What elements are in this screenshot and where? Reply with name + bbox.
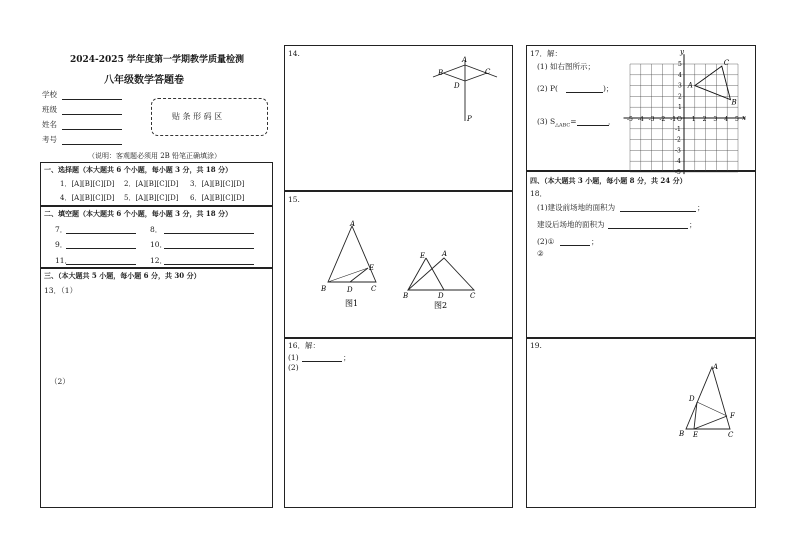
q14-label: 14.	[288, 49, 300, 58]
q15-fig2-point-e: E	[420, 252, 426, 260]
q18-part1b-line[interactable]	[608, 228, 688, 229]
blank-line-7[interactable]	[66, 233, 136, 234]
field-id-line[interactable]	[62, 144, 122, 145]
q19-point-b: B	[679, 430, 685, 438]
instruction-note: （说明：客观题必须用 2B 铅笔正确填涂）	[88, 152, 222, 160]
q17-part3-sub: △ABC	[555, 122, 571, 129]
y-tick-label: -5	[675, 169, 681, 176]
triangle-vertex-b: B	[731, 98, 737, 107]
y-tick-label: 3	[678, 82, 682, 90]
q15-fig1-segment-be	[328, 268, 368, 282]
q16-part1-label: (1)	[288, 353, 299, 362]
x-tick-label: -3	[648, 116, 655, 123]
blank-label-8: 8．	[150, 225, 163, 234]
q16-part1-line[interactable]	[302, 361, 342, 362]
q15-fig1-segment-de	[350, 268, 368, 282]
q18-label: 18．	[530, 189, 548, 198]
y-tick-label: 2	[678, 93, 682, 101]
q15-fig1-point-b: B	[321, 285, 327, 293]
q14-figure	[425, 55, 505, 125]
section4-box	[526, 171, 756, 338]
x-tick-label: 4	[724, 116, 729, 123]
q17-triangle-abc	[687, 59, 737, 106]
q19-label: 19.	[530, 341, 542, 350]
choice-item-2[interactable]: 2．[A][B][C][D]	[124, 180, 179, 188]
q17-part1: (1) 如右图所示；	[537, 62, 596, 71]
q15-figure-1	[318, 220, 384, 315]
q15-fig1-point-d: D	[347, 286, 353, 294]
q15-fig1-caption: 图1	[345, 299, 359, 308]
triangle-vertex-c: C	[723, 59, 730, 68]
q15-fig2-point-b: B	[403, 292, 409, 300]
q15-fig2-segment-be	[408, 258, 426, 290]
blank-label-9: 9．	[55, 240, 68, 249]
q17-part3-eq: =	[570, 117, 577, 126]
q14-point-b: B	[438, 69, 444, 77]
field-name-label: 姓名	[42, 120, 57, 129]
q19-point-c: C	[728, 431, 734, 439]
q15-fig2-segment-ed	[426, 258, 444, 290]
y-tick-label: -3	[675, 147, 681, 155]
section3-heading: 三、（本大题共 5 小题，每小题 6 分，共 30 分）	[44, 271, 201, 280]
choice-item-6[interactable]: 6．[A][B][C][D]	[190, 194, 245, 202]
q18-part1b: 建设后场地的面积为	[537, 220, 605, 229]
choice-item-3[interactable]: 3．[A][B][C][D]	[190, 180, 245, 188]
q15-figure-2	[400, 248, 482, 316]
q19-segment-ef	[694, 416, 727, 429]
blank-line-8[interactable]	[164, 233, 254, 234]
blank-label-7: 7．	[55, 225, 68, 234]
q17-part2-label: (2) P(	[537, 84, 558, 93]
section2-heading: 二、填空题（本大题共 6 个小题，每小题 3 分，共 18 分）	[44, 209, 233, 218]
y-tick-label: -2	[675, 136, 681, 144]
q19-point-d: D	[689, 395, 695, 403]
q18-part2: (2)①	[537, 237, 555, 246]
field-class-line[interactable]	[62, 114, 122, 115]
blank-line-9[interactable]	[66, 248, 136, 249]
y-tick-label: 1	[678, 104, 682, 112]
x-tick-label: -2	[659, 116, 666, 123]
q17-part3-dot: ．	[608, 117, 616, 126]
q17-label: 17．解：	[530, 49, 563, 58]
q14-point-a: A	[462, 56, 468, 64]
q18-part1-end: ；	[697, 203, 705, 212]
q14-point-p: P	[467, 115, 472, 123]
exam-subtitle: 八年级数学答题卷	[104, 75, 184, 86]
blank-label-11: 11．	[55, 256, 73, 265]
q16-part2-label: (2)	[288, 363, 299, 372]
q17-part3-label	[537, 118, 577, 129]
q14-point-d: D	[454, 82, 460, 90]
blank-line-12[interactable]	[164, 264, 254, 265]
q15-fig2-point-a: A	[442, 250, 448, 258]
choice-item-4[interactable]: 4．[A][B][C][D]	[60, 194, 115, 202]
q17-part3-s: (3) S	[537, 117, 556, 126]
blank-label-12: 12．	[150, 256, 168, 265]
q17-part2-end: )；	[603, 84, 614, 93]
q19-point-e: E	[693, 431, 699, 439]
q18-part2b: ②	[537, 249, 544, 258]
field-school-line[interactable]	[62, 99, 122, 100]
barcode-area-label: 贴 条 形 码 区	[172, 112, 223, 121]
field-class-label: 班级	[42, 105, 57, 114]
y-tick-label: -4	[675, 158, 681, 166]
q16-label: 16．解：	[288, 341, 321, 350]
q15-fig1-point-a: A	[350, 220, 356, 228]
q15-fig2-caption: 图2	[434, 301, 448, 310]
x-tick-label: O	[677, 116, 682, 123]
choice-item-5[interactable]: 5．[A][B][C][D]	[124, 194, 179, 202]
field-id-label: 考号	[42, 135, 57, 144]
q15-label: 15.	[288, 195, 300, 204]
x-tick-label: 3	[713, 116, 718, 123]
q18-part2-end: ；	[591, 237, 599, 246]
q18-part1: (1)建设前场地的面积为	[537, 203, 616, 212]
q18-part1-line[interactable]	[620, 211, 696, 212]
q15-fig2-point-d: D	[438, 292, 444, 300]
x-tick-label: -1	[670, 116, 677, 123]
choice-item-1[interactable]: 1．[A][B][C][D]	[60, 180, 115, 188]
y-tick-label: 4	[678, 71, 682, 79]
q13-part2-label: （2）	[50, 377, 70, 386]
y-tick-label: 5	[678, 61, 682, 68]
section4-heading: 四、（本大题共 3 小题，每小题 8 分，共 24 分）	[530, 176, 687, 185]
q14-point-c: C	[485, 68, 491, 76]
x-tick-label: -5	[627, 116, 633, 123]
section3-box[interactable]	[40, 268, 273, 508]
q15-fig1-point-e: E	[369, 264, 375, 272]
q16-part1-end: ；	[343, 353, 351, 362]
blank-line-11[interactable]	[66, 264, 136, 265]
q17-part2-line[interactable]	[566, 92, 603, 93]
q19-point-a: A	[713, 363, 719, 371]
y-tick-label: -1	[675, 125, 681, 133]
q17-y-axis-label: y	[680, 48, 684, 56]
blank-label-10: 10．	[150, 240, 168, 249]
q13-part1-label: 13．（1）	[44, 286, 78, 295]
triangle-vertex-a: A	[687, 81, 693, 90]
q19-point-f: F	[730, 412, 735, 420]
q19-figure	[676, 362, 742, 442]
x-tick-label: 1	[691, 116, 696, 123]
exam-title: 2024-2025 学年度第一学期教学质量检测	[70, 55, 244, 65]
q14-segment-bd	[443, 73, 465, 81]
field-school-label: 学校	[42, 90, 57, 99]
q17-part3-line[interactable]	[577, 125, 609, 126]
q16-box[interactable]	[284, 338, 513, 508]
triangle-abc-shape	[695, 66, 731, 99]
q17-x-ticks	[627, 116, 739, 123]
q15-fig1-point-c: C	[371, 285, 377, 293]
q14-segment-dc	[465, 73, 487, 81]
q17-x-axis-label: x	[742, 114, 746, 122]
q17-coordinate-grid[interactable]	[627, 48, 750, 176]
x-tick-label: 2	[702, 116, 707, 123]
q15-fig2-point-c: C	[470, 292, 476, 300]
blank-line-10[interactable]	[164, 248, 254, 249]
q18-part1b-end: ；	[689, 220, 697, 229]
x-tick-label: -4	[637, 116, 644, 123]
section1-heading: 一、选择题（本大题共 6 个小题，每小题 3 分，共 18 分）	[44, 165, 233, 174]
field-name-line[interactable]	[62, 129, 122, 130]
x-tick-label: 5	[735, 116, 739, 123]
q18-part2-line[interactable]	[560, 245, 590, 246]
